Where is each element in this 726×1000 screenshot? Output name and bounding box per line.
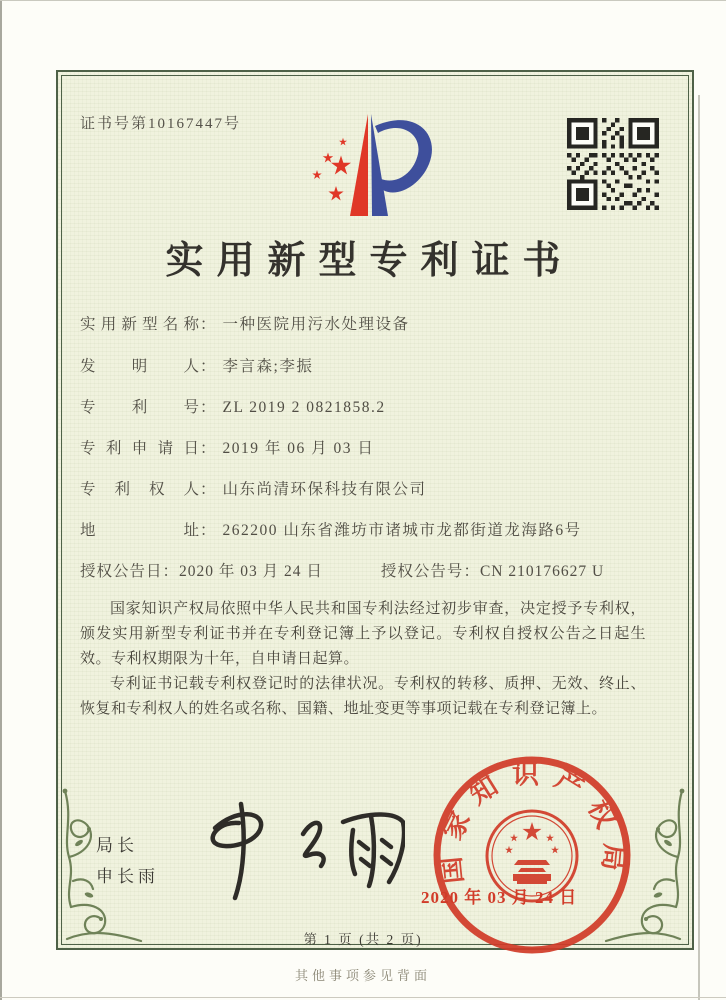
field-value: 2019 年 06 月 03 日 (222, 440, 375, 457)
page-number: 第 1 页 (共 2 页) (303, 932, 423, 947)
field-label: 专利权人 (80, 481, 200, 498)
certificate-number: 证书号第10167447号 (80, 116, 242, 132)
legal-paragraph-1: 国家知识产权局依照中华人民共和国专利法经过初步审查，决定授予专利权，颁发实用新型专利证书并在专利登记簿上予以登记。专利权自授权公告之日起生效。专利权期限为十年，自申请日起算。 (80, 601, 646, 667)
cnipa-logo-icon (295, 102, 445, 226)
field-label: 发明人 (80, 358, 200, 375)
signer-title: 局长 (96, 836, 138, 855)
field-colon: ： (162, 563, 180, 580)
qr-code (567, 118, 659, 210)
grant-no-value: CN 210176627 U (479, 563, 605, 580)
field-value: 262200 山东省潍坊市诸城市龙都街道龙海路6号 (222, 522, 582, 539)
field-row-patentee (80, 477, 427, 499)
field-colon: ： (200, 316, 217, 333)
field-row-patent-number (80, 395, 386, 417)
field-label: 专利申请日 (80, 440, 200, 457)
legal-body-text (80, 597, 646, 722)
field-row-inventor (80, 354, 313, 376)
field-row-grant-announcement (80, 559, 604, 581)
field-label: 实用新型名称 (80, 316, 200, 333)
certificate-title: 实用新型专利证书 (165, 240, 574, 282)
signer-block (96, 830, 159, 892)
field-row-application-date (80, 436, 374, 458)
field-value: 山东尚清环保科技有限公司 (222, 481, 427, 498)
field-row-utility-model-name (80, 312, 410, 334)
field-label: 专利号 (80, 399, 200, 416)
seal-ring-text: 国家知识产权局 (434, 759, 630, 886)
back-side-note: 其他事项参见背面 (294, 968, 431, 983)
field-colon: ： (463, 563, 480, 580)
scan-artifact-left (0, 0, 2, 1000)
grant-date-value: 2020 年 03 月 24 日 (179, 563, 323, 580)
grant-date-label: 授权公告日 (80, 563, 163, 580)
field-colon: ： (200, 522, 217, 539)
field-value: 一种医院用污水处理设备 (222, 316, 410, 333)
field-value: 李言森;李振 (222, 358, 314, 375)
field-label: 地址 (80, 522, 200, 539)
field-row-address (80, 518, 582, 540)
signer-name: 申长雨 (96, 867, 159, 886)
grant-no-label: 授权公告号 (380, 563, 464, 580)
scan-artifact-bottom (0, 997, 726, 998)
field-colon: ： (200, 399, 217, 416)
field-colon: ： (200, 358, 217, 375)
field-colon: ： (200, 440, 217, 457)
field-value: ZL 2019 2 0821858.2 (222, 399, 386, 416)
scan-artifact-top (0, 0, 726, 1)
seal-date: 2020 年 03 月 24 日 (421, 888, 578, 907)
legal-paragraph-2: 专利证书记载专利权登记时的法律状况。专利权的转移、质押、无效、终止、恢复和专利权人的姓名或名称、国籍、地址变更等事项记载在专利登记簿上。 (80, 676, 646, 717)
field-colon: ： (200, 481, 217, 498)
signature-shen-changyu-icon (185, 788, 405, 903)
